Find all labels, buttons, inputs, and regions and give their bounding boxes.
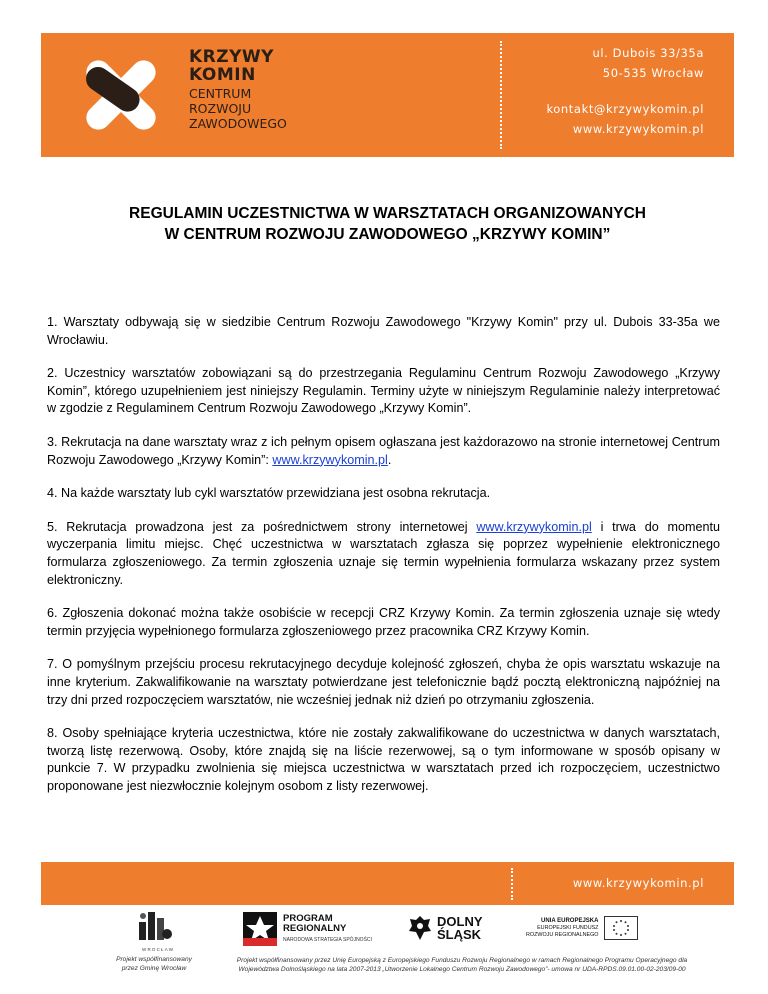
krzywy-komin-logo-icon: [79, 51, 163, 139]
eu-text: [526, 918, 598, 939]
footer-website[interactable]: www.krzywykomin.pl: [572, 876, 704, 890]
wroclaw-crest-icon: [133, 906, 175, 948]
paragraph-2: 2. Uczestnicy warsztatów zobowiązani są do przestrzegania Regulaminu Centrum Rozwoju Zawodowego „Krzywy Komin”, którego uzupełnieniem jest niniejszy Regulamin. Terminy użyte w niniejszym Regulaminie należy interpretować w zgodzie z Regulaminem Centrum Rozwoju Zawodowego „Krzywy Komin”.: [47, 366, 720, 416]
dolny-slask-logo: [408, 914, 483, 942]
paragraph-6: 6. Zgłoszenia dokonać można także osobiście w recepcji CRZ Krzywy Komin. Za termin zgłoszenia uznaje się wtedy termin przyjęcia wypełnionego formularza zgłoszeniowego przez pracownika CRZ Krzywy Komin.: [47, 606, 720, 638]
caption-right-line-1: Projekt współfinansowany przez Unię Europejską z Europejskiego Funduszu Rozwoju Regionalnego w ramach Regionalnego Programu Operacyjnego dla: [236, 957, 688, 964]
paragraph-5-rest: i trwa do momentu wyczerpania limitu miejsc. Chęć uczestnictwa w warsztatach zgłasza się poprzez wypełnienie elektronicznego formularza zgłoszeniowego. Za termin zgłoszenia uznaje się termin wypełnienia formularza wskazany przez system elektroniczny.: [47, 519, 720, 587]
title-line-2: W CENTRUM ROZWOJU ZAWODOWEGO „KRZYWY KOMIN”: [164, 226, 611, 243]
document-title: [41, 203, 734, 245]
eu-flag-icon: [604, 916, 638, 940]
paragraph-3-end: .: [387, 452, 392, 467]
dolny-line-1: DOLNY: [437, 914, 483, 929]
program-line-1: PROGRAM: [283, 912, 333, 924]
contact-block: [546, 43, 704, 139]
footer-dotted-divider: [511, 868, 513, 900]
contact-website[interactable]: www.krzywykomin.pl: [572, 122, 704, 136]
title-line-1: REGULAMIN UCZESTNICTWA W WARSZTATACH ORGANIZOWANYCH: [129, 205, 646, 222]
address-line-1: ul. Dubois 33/35a: [592, 46, 704, 60]
program-subtitle: NARODOWA STRATEGIA SPÓJNOŚCI: [283, 936, 372, 943]
eu-line-2: EUROPEJSKI FUNDUSZ: [537, 924, 599, 931]
wroclaw-label: WROCŁAW: [142, 947, 175, 952]
dolny-slask-text: [437, 915, 483, 941]
logo-sub-line-3: ZAWODOWEGO: [189, 116, 287, 131]
footer-banner: [41, 862, 734, 905]
eu-line-1: UNIA EUROPEJSKA: [541, 917, 599, 924]
paragraph-3: [47, 434, 720, 469]
caption-eu: [212, 956, 712, 974]
address-line-2: 50-535 Wrocław: [602, 66, 704, 80]
paragraph-1: 1. Warsztaty odbywają się w siedzibie Centrum Rozwoju Zawodowego "Krzywy Komin" przy ul. Dubois 33-35a we Wrocławiu.: [47, 315, 720, 347]
paragraph-4: 4. Na każde warsztaty lub cykl warsztatów przewidziana jest osobna rekrutacja.: [47, 486, 491, 501]
logo-sub-line-1: CENTRUM: [189, 86, 252, 101]
header-banner: [41, 33, 734, 157]
paragraph-7: 7. O pomyślnym przejściu procesu rekrutacyjnego decyduje kolejność zgłoszeń, chyba że opis warsztatu wskazuje na inne kryterium. Zakwalifikowanie na warsztaty potwierdzane jest telefonicznie bądź pocztą elektroniczną najpóźniej na trzy dni przed rozpoczęciem warsztatów, nie wcześniej jednak niż dzień po otrzymaniu zgłoszenia.: [47, 657, 720, 707]
website-link[interactable]: www.krzywykomin.pl: [476, 519, 592, 534]
logo-wordmark: [189, 48, 287, 131]
caption-left-line-1: Projekt współfinansowany: [116, 956, 192, 963]
program-regionalny-logo: [243, 912, 372, 946]
header-dotted-divider: [500, 41, 502, 149]
wroclaw-logo: [133, 906, 175, 948]
regulations-body: [47, 314, 720, 811]
paragraph-5-text: 5. Rekrutacja prowadzona jest za pośrednictwem strony internetowej: [47, 519, 477, 534]
program-line-2: REGIONALNY: [283, 922, 347, 934]
caption-right-line-2: Województwa Dolnośląskiego na lata 2007-2013 „Utworzenie Lokalnego Centrum Rozwoju Zawodowego”- umowa nr UDA-RPDS.09.01.00-02-203/09-00: [238, 966, 686, 973]
website-link[interactable]: www.krzywykomin.pl: [272, 452, 388, 467]
eu-logo: [526, 916, 638, 940]
logo-title-line-2: KOMIN: [189, 65, 256, 85]
paragraph-5: [47, 519, 720, 589]
logo-sub-line-2: ROZWOJU: [189, 101, 252, 116]
caption-wroclaw: [108, 955, 200, 973]
logo-title-line-1: KRZYWY: [189, 47, 274, 67]
paragraph-8: 8. Osoby spełniające kryteria uczestnictwa, które nie zostały zakwalifikowane do uczestnictwa w danych warsztatach, tworzą listę rezerwową. Osoby, które znajdą się na liście rezerwowej, są o tym informowane w sposób opisany w punkcie 7. W przypadku zwolnienia się miejsca uczestnictwa w warsztatach przed ich rozpoczęciem, uczestnictwo proponowane jest niezwłocznie kolejnym osobom z listy rezerwowej.: [47, 726, 720, 793]
eu-line-3: ROZWOJU REGIONALNEGO: [526, 931, 599, 938]
caption-left-line-2: przez Gminę Wrocław: [121, 965, 187, 972]
program-regionalny-text: [283, 914, 372, 945]
paragraph-3-text: 3. Rekrutacja na dane warsztaty wraz z ich pełnym opisem ogłaszana jest każdorazowo na stronie internetowej Centrum Rozwoju Zawodowego „Krzywy Komin”:: [47, 434, 720, 467]
dolny-line-2: ŚLĄSK: [437, 927, 482, 942]
dolny-slask-eagle-icon: [408, 914, 432, 942]
program-regionalny-icon: [243, 912, 277, 946]
contact-email[interactable]: kontakt@krzywykomin.pl: [546, 102, 704, 116]
